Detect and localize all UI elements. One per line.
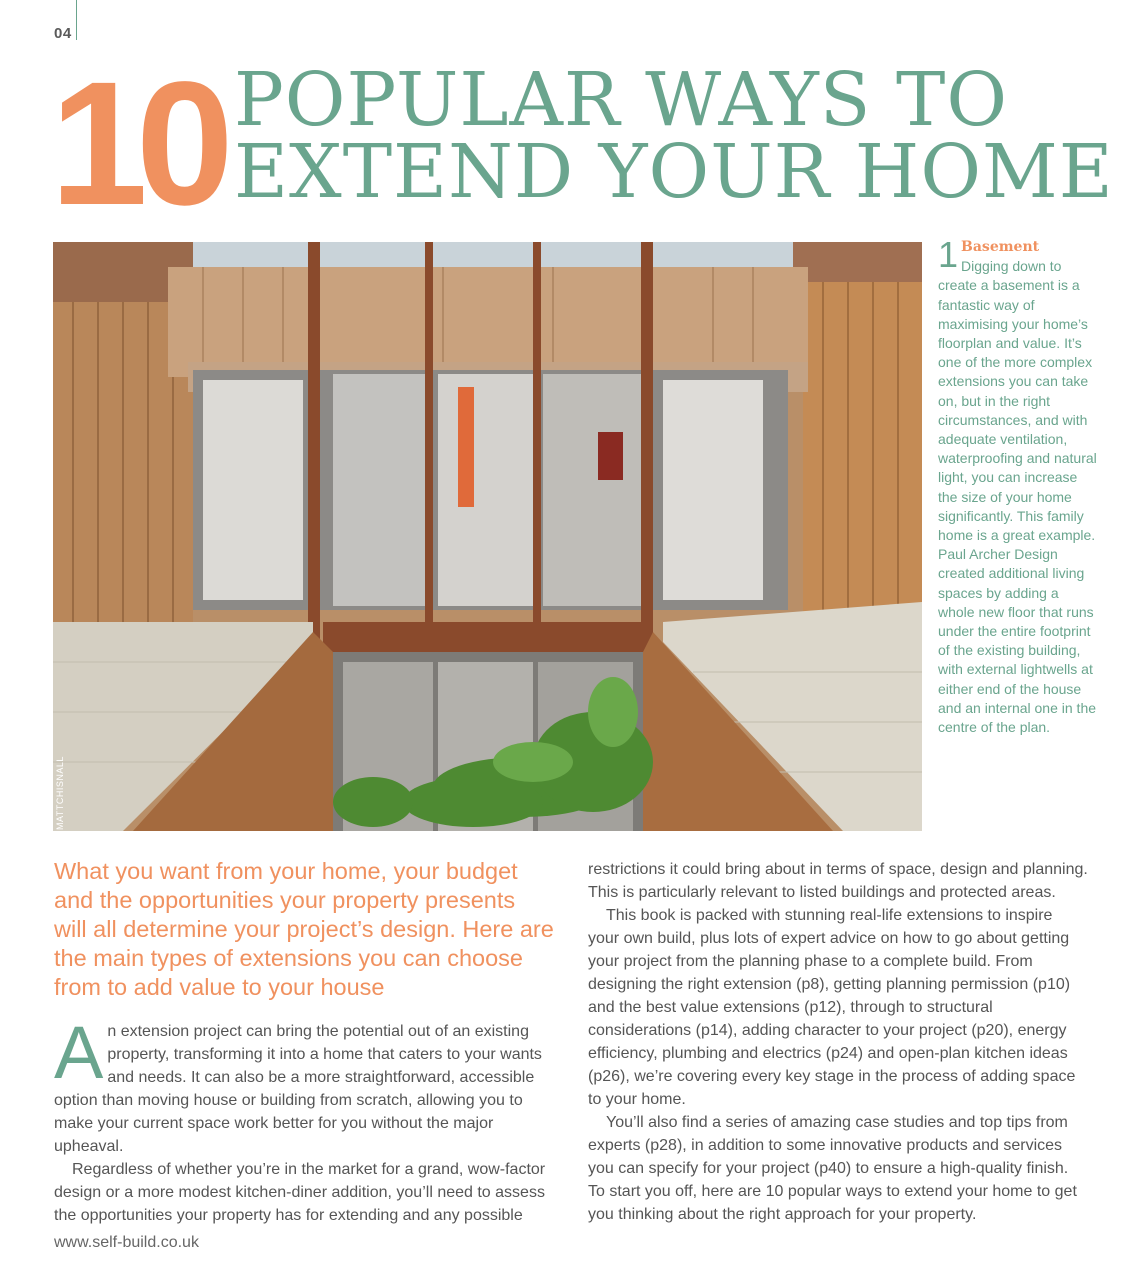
sidebar-number: 1 [938, 234, 959, 275]
basement-extension-photo [53, 242, 922, 831]
photo-credit: MATTCHISNALL [55, 756, 65, 830]
body-paragraph-2: Regardless of whether you’re in the market for a grand, wow-factor design or a more modest kitchen-diner addition, you’ll need to assess the opportunities your property has for extending and any possible [54, 1161, 546, 1224]
page-rule [76, 0, 77, 40]
body-paragraph-4: This book is packed with stunning real-life extensions to inspire your own build, plus lots of expert advice on how to go about getting your project from the planning phase to a complete build. From designing the right extension (p8), getting planning permission (p10) and the best value extensions (p12), through to structural considerations (p14), adding character to your project (p20), energy efficiency, plumbing and electrics (p24) and open-plan kitchen ideas (p26), we’re covering every key stage in the process of adding space to your home. [588, 907, 1076, 1108]
body-paragraph-1-text: n extension project can bring the potential out of an existing property, transforming it into a home that caters to your wants and needs. It can also be a more straightforward, accessible option than moving house or building from scratch, allowing you to make your current space work better for you without the major upheaval. [54, 1023, 542, 1155]
drop-cap: A [54, 1011, 104, 1094]
headline-line-2: EXTEND YOUR HOME [234, 129, 1114, 215]
footer-url: www.self-build.co.uk [54, 1234, 199, 1251]
headline [234, 57, 1114, 215]
headline-line-1: POPULAR WAYS TO [234, 57, 1009, 143]
page-number: 04 [54, 25, 72, 42]
headline-number: 10 [50, 46, 222, 242]
body-column-left [54, 1011, 566, 1227]
sidebar-text: Digging down to create a basement is a fantastic way of maximising your home’s floorplan and value. It’s one of the more complex extensions you can take on, but in the right circumstances, and with adequate ventilation, waterproofing and natural light, you can increase the size of your home significantly. This family home is a great example. Paul Archer Design created additional living spaces by adding a whole new floor that runs under the entire footprint of the existing building, with external lightwells at either end of the house and an internal one in the centre of the plan. [938, 258, 1097, 736]
body-paragraph-5: You’ll also find a series of amazing case studies and top tips from experts (p28), in addition to some innovative products and services you can specify for your project (p40) to ensure a high-quality finish. To start you off, here are 10 popular ways to extend your home to get you thinking about the right approach for your property. [588, 1114, 1077, 1223]
sidebar-heading: Basement [961, 239, 1040, 255]
intro-standfirst: What you want from your home, your budget and the opportunities your property presents will all determine your project’s design. Here are the main types of extensions you can choose from to add value to your house [54, 858, 554, 1000]
body-paragraph-1 [54, 1011, 566, 1158]
sidebar-basement [938, 234, 1098, 737]
body-column-right [588, 858, 1088, 1226]
body-paragraph-3: restrictions it could bring about in terms of space, design and planning. This is particularly relevant to listed buildings and protected areas. [588, 861, 1088, 901]
